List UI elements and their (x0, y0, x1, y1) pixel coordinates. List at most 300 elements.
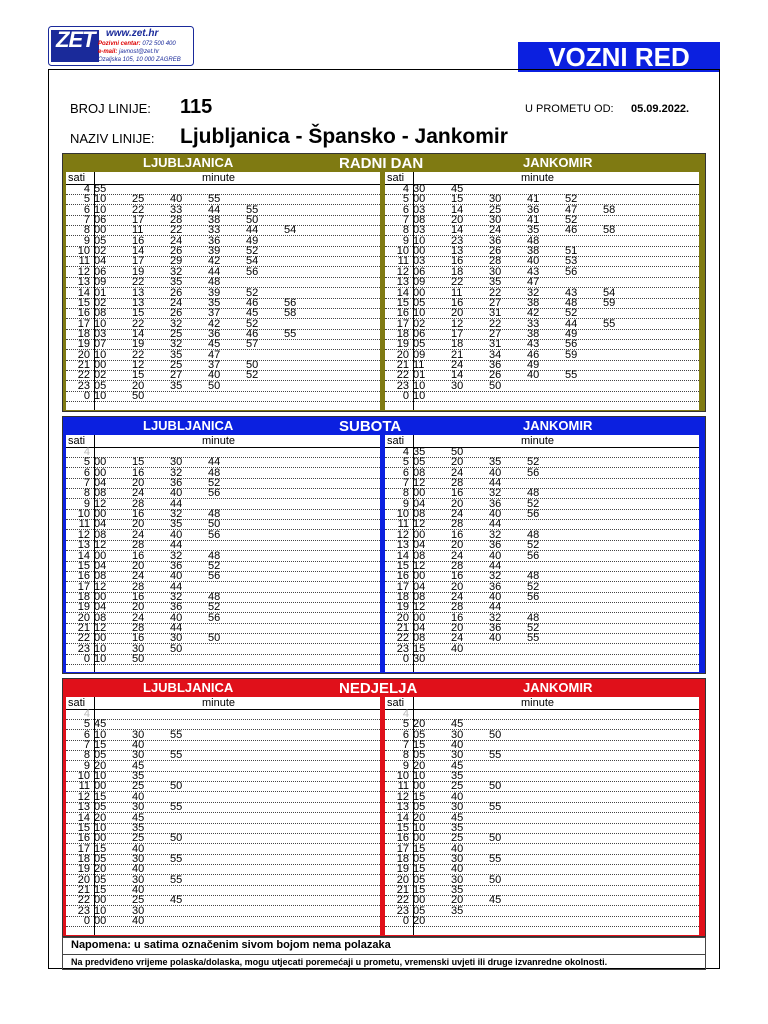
minute-cell: 48 (527, 487, 540, 500)
hour-cell: 21 (396, 621, 409, 634)
minute-cell: 44 (170, 621, 183, 634)
minute-cell: 40 (208, 369, 221, 382)
minute-cell: 43 (527, 338, 540, 351)
minute-cell: 05 (94, 873, 107, 886)
minute-cell: 32 (489, 611, 502, 624)
minute-cell: 57 (246, 338, 259, 351)
minute-cell: 50 (208, 518, 221, 531)
day-type-title: RADNI DAN (339, 155, 424, 172)
logo-address: Ozaljska 105, 10 000 ZAGREB (98, 57, 181, 63)
minute-cell: 41 (527, 193, 540, 206)
minute-cell: 16 (451, 487, 464, 500)
table-row (385, 633, 699, 644)
minute-cell: 26 (170, 307, 183, 320)
hour-cell: 16 (396, 307, 409, 320)
minute-cell: 40 (489, 590, 502, 603)
minute-cell: 20 (94, 811, 107, 824)
minute-cell: 10 (94, 390, 107, 402)
minute-cell: 00 (94, 549, 107, 562)
minute-cell: 19 (132, 265, 145, 278)
minute-cell: 42 (208, 317, 221, 330)
minute-cell: 17 (132, 214, 145, 227)
table-row (66, 916, 380, 927)
line-number-label: BROJ LINIJE: (70, 101, 151, 116)
minute-cell: 45 (170, 894, 183, 907)
minute-cell: 33 (208, 224, 221, 237)
minute-cell: 39 (208, 286, 221, 299)
minute-cell: 05 (413, 873, 426, 886)
minute-cell: 05 (413, 338, 426, 351)
table-row (385, 781, 699, 792)
minute-cell: 08 (413, 508, 426, 521)
minute-cell: 50 (246, 214, 259, 227)
minute-cell: 30 (451, 749, 464, 762)
minute-cell: 16 (132, 632, 145, 645)
minute-cell: 16 (451, 570, 464, 583)
hour-cell: 11 (397, 780, 409, 793)
hour-cell: 17 (77, 317, 90, 330)
table-row (385, 916, 699, 927)
minute-cell: 48 (208, 590, 221, 603)
minute-cell: 55 (170, 852, 183, 865)
minute-cell: 32 (170, 466, 183, 479)
table-row (66, 468, 380, 479)
minute-cell: 59 (565, 348, 578, 361)
minute-cell: 32 (489, 570, 502, 583)
minute-cell: 27 (170, 369, 183, 382)
minute-cell: 52 (527, 456, 540, 469)
day-type-title: NEDJELJA (339, 680, 418, 697)
minute-cell: 00 (413, 832, 426, 845)
minute-cell: 45 (132, 759, 145, 772)
minute-cell: 50 (489, 780, 502, 793)
hour-cell: 13 (77, 539, 90, 552)
minute-cell: 05 (413, 852, 426, 865)
minute-cell: 29 (170, 255, 183, 268)
minute-cell: 27 (489, 296, 502, 309)
table-row (385, 194, 699, 205)
minute-cell: 00 (413, 570, 426, 583)
minute-cell: 10 (413, 234, 426, 247)
minute-cell: 00 (94, 508, 107, 521)
hour-cell: 11 (78, 255, 90, 268)
table-row (66, 205, 380, 216)
minute-cell: 40 (451, 739, 464, 752)
hour-cell: 15 (77, 559, 90, 572)
minute-cell: 36 (527, 203, 540, 216)
minute-cell: 05 (413, 749, 426, 762)
minute-cell: 53 (565, 255, 578, 268)
minute-cell: 08 (94, 307, 107, 320)
table-row (66, 350, 380, 361)
minute-cell: 00 (94, 894, 107, 907)
minute-cell: 30 (489, 193, 502, 206)
hour-cell: 7 (402, 739, 409, 752)
minute-cell: 34 (489, 348, 502, 361)
minute-cell: 52 (208, 477, 221, 490)
minute-cell: 24 (489, 224, 502, 237)
hour-cell: 17 (77, 842, 90, 855)
minute-cell: 50 (246, 358, 259, 371)
minute-cell: 44 (489, 559, 502, 572)
minute-cell: 10 (413, 307, 426, 320)
minute-cell: 50 (489, 379, 502, 392)
hour-cell: 9 (402, 497, 409, 510)
table-row (385, 592, 699, 603)
minute-cell: 05 (413, 904, 426, 917)
table-row (385, 370, 699, 381)
minute-cell: 52 (565, 307, 578, 320)
table-row (66, 730, 380, 741)
hour-cell: 5 (402, 718, 409, 731)
table-row (385, 350, 699, 361)
day-type-title: SUBOTA (339, 418, 402, 435)
hour-cell: 6 (83, 728, 90, 741)
minute-cell: 47 (527, 276, 540, 289)
minute-cell: 15 (451, 193, 464, 206)
minute-cell: 35 (413, 446, 426, 458)
table-row (385, 875, 699, 886)
minute-cell: 30 (132, 801, 145, 814)
table-row (66, 499, 380, 510)
table-row (385, 298, 699, 309)
minute-cell: 30 (413, 183, 426, 195)
minute-cell: 10 (94, 653, 107, 665)
table-row (385, 719, 699, 730)
table-row (66, 906, 380, 917)
table-row (385, 602, 699, 613)
hour-cell: 5 (402, 193, 409, 206)
minute-cell: 26 (170, 286, 183, 299)
hour-cell: 18 (77, 590, 90, 603)
minute-cell: 47 (208, 348, 221, 361)
hour-cell: 19 (396, 338, 409, 351)
minute-cell: 23 (451, 234, 464, 247)
minute-cell: 10 (413, 379, 426, 392)
minute-cell: 14 (132, 245, 145, 258)
minute-cell: 30 (489, 214, 502, 227)
minute-cell: 40 (527, 255, 540, 268)
hour-cell: 0 (83, 653, 90, 665)
minute-cell: 08 (413, 214, 426, 227)
minute-cell: 50 (208, 379, 221, 392)
hour-cell: 4 (83, 708, 90, 720)
minute-cell: 45 (489, 894, 502, 907)
table-row (385, 329, 699, 340)
table-row (385, 519, 699, 530)
minute-cell: 50 (132, 390, 145, 402)
minute-cell: 20 (451, 214, 464, 227)
minute-cell: 17 (132, 255, 145, 268)
minute-cell: 04 (413, 621, 426, 634)
minute-cell: 22 (489, 317, 502, 330)
section-header (63, 679, 705, 697)
hour-cell: 6 (83, 203, 90, 216)
minute-cell: 44 (170, 580, 183, 593)
minute-cell: 08 (94, 528, 107, 541)
minute-cell: 24 (451, 466, 464, 479)
minute-cell: 10 (94, 728, 107, 741)
minute-cell: 44 (170, 539, 183, 552)
hour-cell: 23 (77, 379, 90, 392)
minute-cell: 55 (489, 852, 502, 865)
table-row (66, 381, 380, 392)
table-row (66, 719, 380, 730)
minute-cell: 22 (132, 203, 145, 216)
minute-cell: 12 (94, 497, 107, 510)
hour-cell: 9 (402, 234, 409, 247)
table-row (385, 225, 699, 236)
hour-cell: 14 (396, 811, 409, 824)
minute-cell: 32 (170, 317, 183, 330)
minute-cell: 36 (489, 621, 502, 634)
table-row (385, 551, 699, 562)
table-row (385, 709, 699, 720)
hour-cell: 17 (77, 580, 90, 593)
hour-cell: 20 (396, 348, 409, 361)
minute-cell: 09 (413, 348, 426, 361)
hours-header: sati (387, 697, 405, 709)
table-row (385, 771, 699, 782)
minute-cell: 40 (170, 193, 183, 206)
table-row (66, 319, 380, 330)
table-row (385, 457, 699, 468)
table-row (385, 740, 699, 751)
minute-cell: 06 (94, 214, 107, 227)
minute-cell: 12 (451, 317, 464, 330)
minute-cell: 45 (246, 307, 259, 320)
table-row (385, 205, 699, 216)
minute-cell: 03 (413, 224, 426, 237)
minute-cell: 07 (94, 338, 107, 351)
minutes-header: minute (202, 435, 236, 447)
hour-cell: 14 (77, 286, 90, 299)
line-number: 115 (180, 96, 213, 118)
minute-cell: 35 (527, 224, 540, 237)
hour-cell: 6 (402, 203, 409, 216)
minute-cell: 15 (132, 369, 145, 382)
disclaimer-text: Na predviđeno vrijeme polaska/dolaska, mogu utjecati poremećaji u prometu, vremenski uvjeti ili druge izvanredne okolnosti. (71, 957, 608, 967)
table-row (66, 709, 380, 720)
minute-cell: 11 (451, 286, 463, 299)
section-1 (62, 416, 706, 674)
minute-cell: 20 (413, 759, 426, 772)
minute-cell: 35 (451, 770, 464, 783)
hour-cell: 17 (396, 580, 409, 593)
minute-cell: 36 (170, 477, 183, 490)
minute-cell: 44 (489, 477, 502, 490)
minute-cell: 20 (94, 863, 107, 876)
minute-cell: 55 (489, 801, 502, 814)
minute-cell: 04 (413, 539, 426, 552)
table-row (385, 319, 699, 330)
minute-cell: 48 (208, 549, 221, 562)
table-row (66, 277, 380, 288)
logo-website[interactable]: www.zet.hr (106, 28, 159, 39)
table-row (385, 288, 699, 299)
minute-cell: 24 (451, 590, 464, 603)
minute-cell: 32 (170, 508, 183, 521)
section-0 (62, 153, 706, 412)
minute-cell: 13 (132, 296, 145, 309)
hour-cell: 0 (83, 915, 90, 927)
minute-cell: 31 (489, 338, 502, 351)
minute-cell: 24 (132, 570, 145, 583)
minute-cell: 58 (284, 307, 297, 320)
minute-cell: 55 (170, 749, 183, 762)
minute-cell: 48 (208, 276, 221, 289)
hour-cell: 7 (83, 739, 90, 752)
hour-cell: 22 (77, 369, 90, 382)
hour-cell: 5 (83, 193, 90, 206)
minute-cell: 48 (208, 508, 221, 521)
table-row (385, 236, 699, 247)
section-header (63, 154, 705, 172)
minute-cell: 02 (94, 245, 107, 258)
hour-cell: 8 (83, 749, 90, 762)
table-row (385, 833, 699, 844)
timetable-right (385, 697, 699, 935)
minute-cell: 14 (451, 369, 464, 382)
hour-cell: 12 (77, 265, 90, 278)
minute-cell: 04 (94, 559, 107, 572)
minute-cell: 36 (489, 358, 502, 371)
valid-from-date: 05.09.2022. (631, 103, 690, 115)
hour-cell: 7 (83, 477, 90, 490)
minute-cell: 36 (489, 580, 502, 593)
minute-cell: 28 (451, 559, 464, 572)
table-row (385, 885, 699, 896)
minute-cell: 04 (94, 477, 107, 490)
hour-cell: 12 (77, 528, 90, 541)
minute-cell: 15 (413, 739, 426, 752)
minute-cell: 12 (413, 477, 426, 490)
table-row (66, 267, 380, 278)
hour-cell: 10 (77, 245, 90, 258)
minute-cell: 55 (170, 728, 183, 741)
minute-cell: 46 (246, 296, 259, 309)
hour-cell: 19 (77, 601, 90, 614)
minute-cell: 40 (170, 528, 183, 541)
minute-cell: 08 (94, 570, 107, 583)
hour-cell: 20 (396, 611, 409, 624)
minute-cell: 40 (489, 508, 502, 521)
hour-cell: 5 (83, 718, 90, 731)
minute-cell: 52 (246, 286, 259, 299)
minute-cell: 52 (527, 621, 540, 634)
minute-cell: 10 (94, 317, 107, 330)
minute-cell: 30 (489, 265, 502, 278)
minute-cell: 01 (94, 286, 107, 299)
minute-cell: 55 (565, 369, 578, 382)
minute-cell: 27 (489, 327, 502, 340)
hour-cell: 14 (77, 549, 90, 562)
logo-email: e-mail: javnost@zet.hr (98, 49, 160, 55)
table-row (385, 761, 699, 772)
hour-cell: 22 (77, 894, 90, 907)
minute-cell: 55 (284, 327, 297, 340)
minute-cell: 33 (527, 317, 540, 330)
stop-right: JANKOMIR (523, 418, 593, 433)
table-row (385, 654, 699, 665)
minute-cell: 03 (413, 203, 426, 216)
minute-cell: 41 (527, 214, 540, 227)
minute-cell: 25 (451, 780, 464, 793)
minute-cell: 56 (208, 487, 221, 500)
minute-cell: 30 (132, 749, 145, 762)
note (62, 937, 706, 954)
minute-cell: 12 (132, 358, 145, 371)
hour-cell: 14 (396, 286, 409, 299)
minute-cell: 20 (451, 497, 464, 510)
hour-cell: 11 (397, 518, 409, 531)
minute-cell: 46 (246, 327, 259, 340)
table-row (66, 329, 380, 340)
hours-header: sati (68, 697, 86, 709)
minute-cell: 48 (527, 234, 540, 247)
table-row (66, 823, 380, 834)
hour-cell: 8 (402, 224, 409, 237)
minute-cell: 28 (451, 518, 464, 531)
minute-cell: 45 (132, 811, 145, 824)
minute-cell: 48 (527, 611, 540, 624)
table-row (66, 308, 380, 319)
hour-cell: 10 (396, 770, 409, 783)
minute-cell: 52 (565, 214, 578, 227)
hour-cell: 9 (83, 497, 90, 510)
minute-cell: 40 (170, 611, 183, 624)
stop-right: JANKOMIR (523, 155, 593, 170)
minute-cell: 35 (170, 276, 183, 289)
minute-cell: 56 (284, 296, 297, 309)
hour-cell: 5 (83, 456, 90, 469)
minute-cell: 32 (170, 549, 183, 562)
line-name: Ljubljanica - Špansko - Jankomir (180, 125, 508, 148)
minute-cell: 32 (489, 528, 502, 541)
hour-cell: 23 (396, 379, 409, 392)
minute-cell: 44 (208, 265, 221, 278)
minute-cell: 56 (246, 265, 259, 278)
minute-cell: 04 (94, 601, 107, 614)
line-name-label: NAZIV LINIJE: (70, 131, 155, 146)
hour-cell: 16 (77, 307, 90, 320)
minute-cell: 44 (246, 224, 259, 237)
minute-cell: 43 (527, 265, 540, 278)
minute-cell: 40 (132, 842, 145, 855)
minute-cell: 38 (208, 214, 221, 227)
table-row (385, 623, 699, 634)
table-row (66, 761, 380, 772)
minute-cell: 55 (603, 317, 616, 330)
minute-cell: 20 (413, 915, 426, 927)
timetable-right (385, 435, 699, 672)
minute-cell: 20 (132, 559, 145, 572)
hour-cell: 22 (396, 894, 409, 907)
minute-cell: 50 (170, 642, 183, 655)
table-row (66, 885, 380, 896)
minute-cell: 15 (413, 863, 426, 876)
hour-cell: 9 (83, 234, 90, 247)
minute-cell: 02 (94, 369, 107, 382)
minute-cell: 13 (132, 286, 145, 299)
table-row (385, 184, 699, 195)
minute-cell: 14 (132, 327, 145, 340)
minute-cell: 14 (451, 224, 464, 237)
hour-cell: 0 (402, 915, 409, 927)
minute-cell: 44 (170, 497, 183, 510)
hour-cell: 7 (83, 214, 90, 227)
minute-cell: 28 (132, 497, 145, 510)
